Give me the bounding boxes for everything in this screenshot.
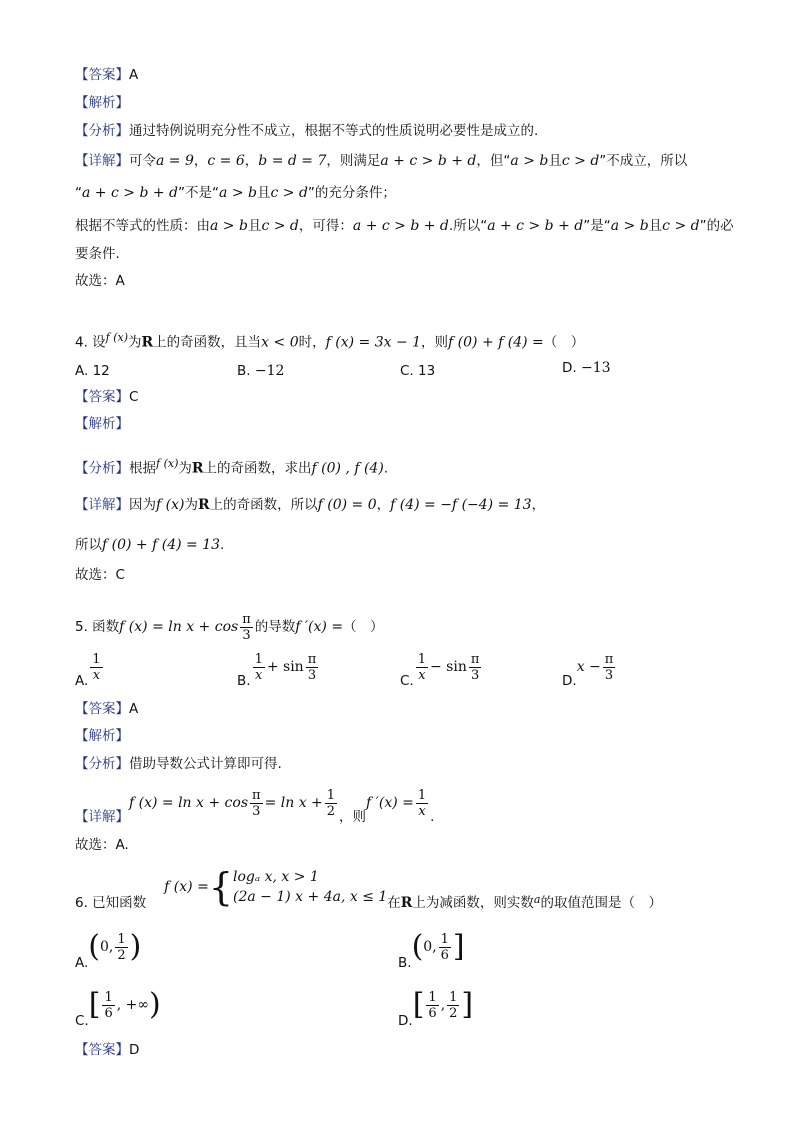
text: .: [430, 809, 435, 825]
denominator: x: [418, 667, 426, 683]
xiangjie-label: 【详解】: [75, 153, 129, 169]
q5-answer-line: [75, 699, 138, 719]
case-2: (2a − 1) x + 4a, x ≤ 1: [233, 889, 388, 905]
text: A.: [75, 673, 89, 689]
fraction: [426, 990, 438, 1021]
q4-analysis-line: [75, 414, 129, 434]
math: R: [400, 895, 413, 911]
text: ，: [193, 153, 208, 169]
numerator: 1: [326, 787, 336, 803]
math: R: [197, 497, 210, 513]
numerator: π: [252, 787, 261, 803]
math: = ln x +: [264, 795, 323, 811]
numerator: π: [604, 651, 614, 667]
q5-option-a: [75, 650, 105, 698]
numerator: 1: [254, 651, 263, 667]
math: −12: [254, 363, 285, 379]
math: a = 9: [156, 153, 194, 169]
denominator: 6: [104, 1005, 113, 1021]
math: f (x): [105, 331, 129, 344]
denominator: 2: [449, 1005, 458, 1021]
math: f (x): [156, 497, 185, 513]
q6-option-a: [75, 927, 141, 983]
q4-option-c: [400, 363, 435, 379]
math: f (0) , f (4): [311, 460, 384, 477]
math: a > b: [210, 218, 248, 234]
math: −13: [580, 360, 611, 376]
q5-fenxi-line: [75, 754, 282, 774]
text: 借助导数公式计算即可得.: [129, 756, 282, 772]
text: ，: [376, 497, 391, 513]
q5-stem: [75, 610, 384, 644]
text: （ ）: [343, 619, 384, 635]
text: 因为: [129, 497, 156, 513]
bracket: ]: [452, 929, 465, 964]
q5-analysis-line: [75, 726, 129, 746]
math: f (x) = ln x + cos: [119, 619, 239, 635]
analysis-label: 【解析】: [75, 95, 129, 111]
text: 故选：A.: [75, 837, 129, 853]
text: A.: [75, 955, 89, 971]
fraction: [416, 788, 428, 819]
text: ”不是“: [178, 185, 220, 201]
text: C.: [400, 673, 414, 689]
math: f (x) = 3x − 1: [325, 334, 422, 351]
fraction: [253, 652, 265, 683]
q6-option-c: [75, 985, 161, 1041]
text: ”的充分条件；: [307, 185, 396, 201]
denominator: 6: [428, 1005, 437, 1021]
math: − sin: [430, 659, 467, 675]
analysis-label: 【解析】: [75, 416, 129, 432]
text: C. 13: [400, 363, 436, 379]
math: x −: [576, 659, 601, 675]
fenxi-label: 【分析】: [75, 756, 129, 772]
text: 为: [178, 460, 192, 477]
math: a + c > b + d: [487, 218, 584, 234]
bracket: ]: [461, 987, 474, 1022]
text: 4. 设: [75, 334, 106, 351]
math: f (0) = 0: [317, 497, 377, 513]
fraction: [469, 652, 482, 683]
q4-stem: [75, 328, 584, 353]
text: 的导数: [254, 619, 296, 635]
fenxi-text: 通过特例说明充分性不成立，根据不等式的性质说明必要性是成立的.: [129, 123, 539, 139]
fenxi-label: 【分析】: [75, 123, 129, 139]
text: .所以“: [448, 218, 488, 234]
q5-option-d: [562, 650, 617, 698]
text: 且: [548, 153, 562, 169]
denominator: 3: [470, 667, 480, 683]
text: 的取值范围是（ ）: [540, 895, 662, 911]
text: .: [383, 460, 389, 477]
denominator: 2: [117, 947, 126, 963]
bracket: [: [412, 987, 425, 1022]
text: 6. 已知函数: [75, 895, 147, 911]
math: a: [533, 893, 541, 906]
text: 为: [184, 497, 198, 513]
math: 0,: [423, 939, 437, 955]
text: 5. 函数: [75, 619, 120, 635]
math: a > b: [219, 185, 257, 201]
numerator: 1: [92, 651, 101, 667]
q4-option-d: [562, 360, 611, 376]
bracket: ): [129, 929, 142, 964]
text: 且: [648, 218, 663, 234]
bracket: [: [88, 987, 101, 1022]
answer-value: A: [129, 67, 139, 83]
text: 为: [128, 334, 142, 351]
math: c > d: [561, 153, 600, 169]
numerator: 1: [428, 989, 437, 1005]
text: “: [75, 185, 82, 201]
text: .: [220, 537, 225, 553]
text: ，: [531, 497, 546, 513]
fraction: [115, 932, 127, 963]
text: A. 12: [75, 363, 110, 379]
q3-analysis-line: [75, 93, 129, 113]
math: a + c > b + d: [380, 153, 477, 169]
text: ”是“: [583, 218, 611, 234]
text: 且: [256, 185, 271, 201]
answer-label: 【答案】: [75, 389, 129, 405]
math: ,: [440, 997, 446, 1013]
q3-detail-line-2: [75, 183, 396, 203]
q3-answer-line: [75, 65, 138, 85]
text: ，可得：: [298, 218, 353, 234]
q6-option-b: [398, 927, 465, 983]
q4-answer-line: [75, 387, 138, 407]
q5-option-b: [237, 650, 320, 698]
numerator: π: [242, 611, 251, 627]
text: 上的奇函数，求出: [203, 460, 312, 477]
denominator: x: [418, 803, 426, 819]
math: c > d: [270, 185, 308, 201]
q6-option-d: [398, 985, 473, 1041]
fenxi-label: 【分析】: [75, 460, 129, 477]
text: D.: [398, 1013, 413, 1029]
math: c = 6: [207, 153, 245, 169]
q4-option-a: [75, 363, 110, 379]
fraction: [416, 652, 428, 683]
numerator: 1: [417, 651, 426, 667]
bracket: (: [411, 929, 424, 964]
math: f (x) = ln x + cos: [129, 795, 249, 811]
math: f (x): [156, 457, 179, 470]
q5-detail-line: [75, 785, 434, 835]
fraction: [240, 612, 253, 643]
text: D.: [562, 360, 577, 376]
math: f (0) + f (4) =: [448, 334, 544, 351]
math: f ′(x) =: [366, 795, 414, 811]
fraction: [250, 788, 263, 819]
q3-detail-line-3: [75, 216, 734, 236]
math: x < 0: [261, 334, 299, 351]
q6-answer-line: [75, 1040, 139, 1060]
text: ，则: [339, 809, 367, 825]
math: f (0) + f (4) = 13: [102, 537, 221, 553]
math: f (4) = −f (−4) = 13: [390, 497, 532, 513]
math: a > b: [510, 153, 549, 169]
math: 0,: [100, 939, 114, 955]
text: ，则: [421, 334, 449, 351]
text: 时，: [298, 334, 326, 351]
text: 故选：A: [75, 273, 125, 289]
text: 故选：C: [75, 567, 125, 583]
text: ，但“: [476, 153, 511, 169]
q4-fenxi-line: [75, 454, 388, 479]
math: a + c > b + d: [82, 185, 179, 201]
text: B.: [237, 673, 251, 689]
numerator: π: [470, 651, 480, 667]
denominator: x: [255, 667, 263, 683]
fraction: [102, 990, 114, 1021]
math: a + c > b + d: [352, 218, 449, 234]
q3-choose: [75, 271, 125, 291]
denominator: 3: [604, 667, 614, 683]
fraction: [90, 652, 102, 683]
bracket: (: [88, 929, 101, 964]
denominator: 3: [252, 803, 261, 819]
text: 上为减函数，则实数: [412, 895, 534, 911]
q4-detail-line-2: [75, 535, 224, 555]
q4-option-b: [237, 363, 284, 379]
answer-value: C: [129, 389, 139, 405]
numerator: 1: [417, 787, 427, 803]
xiangjie-label: 【详解】: [75, 809, 129, 825]
answer-label: 【答案】: [75, 67, 129, 83]
q3-fenxi-line: [75, 121, 538, 141]
text: 上的奇函数，所以: [209, 497, 318, 513]
math: b = d = 7: [258, 153, 327, 169]
text: 根据不等式的性质：由: [75, 218, 210, 234]
math: f (x) =: [164, 879, 209, 895]
q5-choose: [75, 835, 129, 855]
q6-stem: [75, 864, 662, 926]
denominator: 3: [307, 667, 317, 683]
bracket: ): [149, 987, 161, 1022]
answer-label: 【答案】: [75, 1042, 129, 1058]
numerator: 1: [440, 931, 449, 947]
text: C.: [75, 1013, 89, 1029]
text: ，则满足: [326, 153, 381, 169]
numerator: 1: [449, 989, 458, 1005]
denominator: 3: [242, 627, 251, 643]
math: c > d: [261, 218, 299, 234]
answer-label: 【答案】: [75, 701, 129, 717]
denominator: 6: [440, 947, 449, 963]
q4-choose: [75, 565, 125, 585]
text: ，: [244, 153, 259, 169]
fraction: [447, 990, 459, 1021]
math: , +∞: [116, 997, 150, 1013]
math: R: [141, 334, 154, 351]
numerator: π: [307, 651, 317, 667]
math: c > d: [662, 218, 700, 234]
case-1: logₐ x, x > 1: [233, 869, 319, 885]
numerator: 1: [117, 931, 126, 947]
answer-value: A: [129, 701, 139, 717]
denominator: x: [92, 667, 101, 683]
piecewise-cases: [233, 867, 387, 907]
text: 根据: [129, 460, 156, 477]
fraction: [325, 788, 337, 819]
fraction: [603, 652, 616, 683]
text: 可令: [129, 153, 156, 169]
text: ”不成立，所以: [599, 153, 688, 169]
xiangjie-label: 【详解】: [75, 497, 129, 513]
fraction: [439, 932, 451, 963]
left-brace: {: [208, 865, 233, 909]
q3-detail-line-1: [75, 151, 687, 171]
analysis-label: 【解析】: [75, 728, 129, 744]
text: 上的奇函数，且当: [153, 334, 262, 351]
text: 在: [387, 895, 401, 911]
q5-option-c: [400, 650, 483, 698]
text: B.: [237, 363, 251, 379]
text: ”的必: [699, 218, 734, 234]
text: 所以: [75, 537, 102, 553]
text: 要条件.: [75, 246, 120, 262]
text: 且: [247, 218, 262, 234]
denominator: 2: [326, 803, 336, 819]
numerator: 1: [104, 989, 113, 1005]
q3-detail-line-4: [75, 244, 120, 264]
text: D.: [562, 673, 577, 689]
q4-detail-line-1: [75, 495, 545, 515]
math: + sin: [266, 659, 304, 675]
fraction: [306, 652, 319, 683]
math: a > b: [610, 218, 649, 234]
answer-value: D: [129, 1042, 140, 1058]
math: f ′(x) =: [295, 619, 344, 635]
text: （ ）: [543, 334, 585, 351]
math: R: [191, 460, 204, 477]
text: B.: [398, 955, 412, 971]
